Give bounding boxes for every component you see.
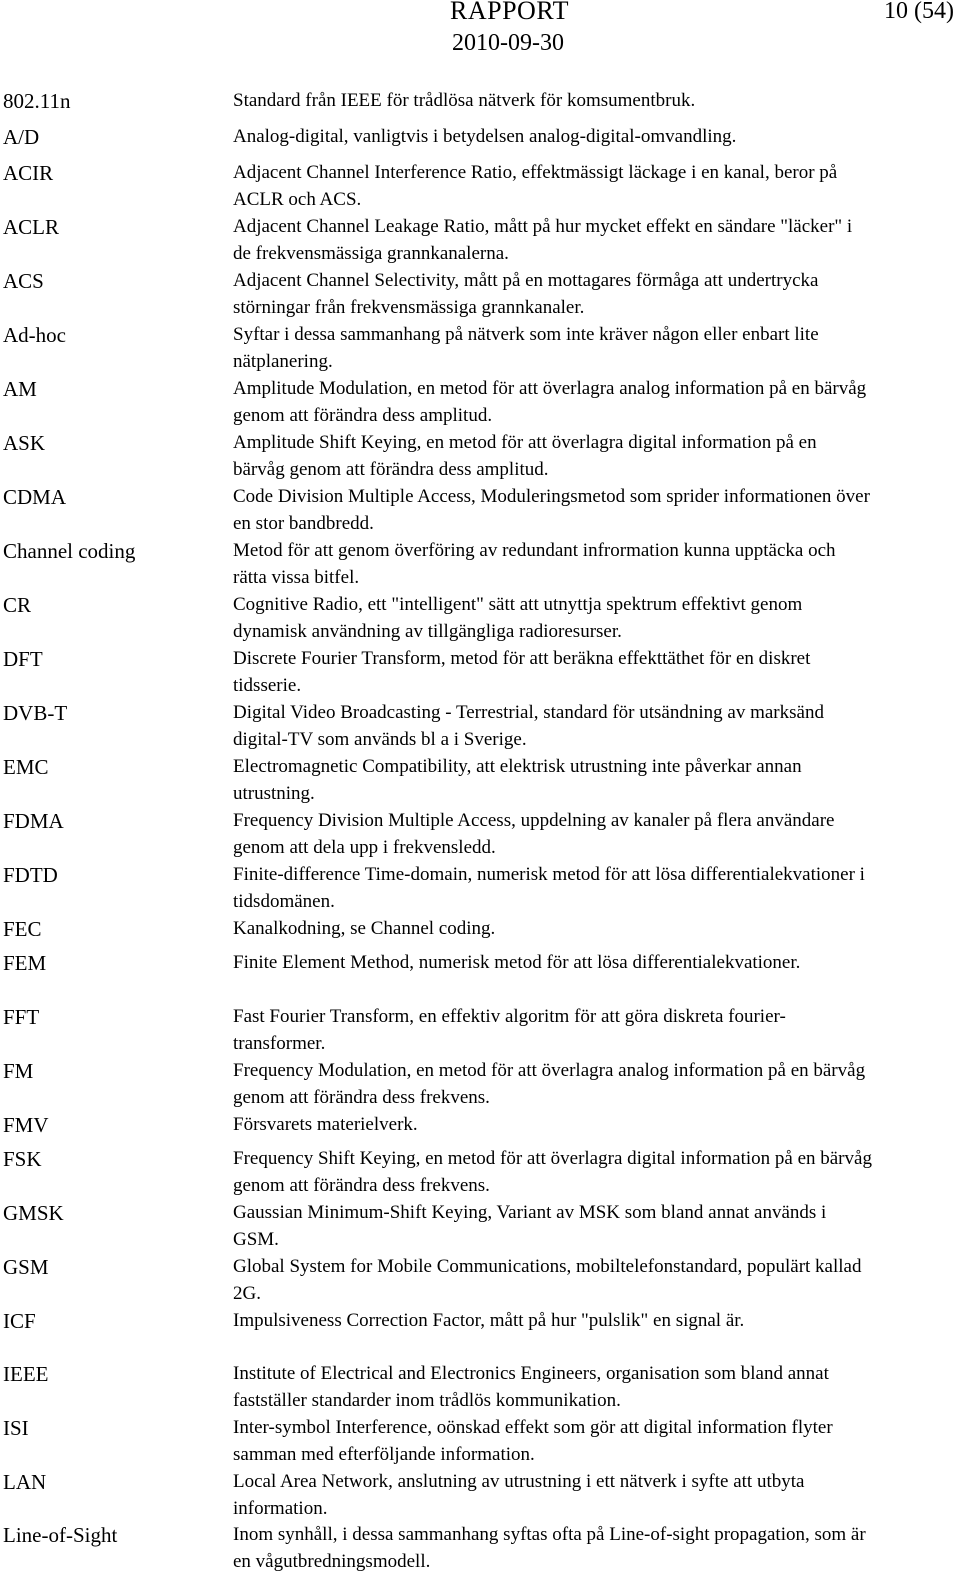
glossary-definition: Frequency Shift Keying, en metod för att överlagra digital information på en bärvåg genom att förändra dess frekvens. bbox=[233, 1148, 872, 1196]
glossary-term: FFT bbox=[3, 1005, 40, 1029]
glossary-term: DVB-T bbox=[3, 701, 68, 725]
glossary-definition: Impulsiveness Correction Factor, mått på hur "pulslik" en signal är. bbox=[233, 1310, 745, 1331]
glossary-term: FM bbox=[3, 1059, 34, 1083]
report-title: RAPPORT bbox=[450, 0, 569, 25]
glossary-term: FSK bbox=[3, 1147, 42, 1171]
glossary-definition: Adjacent Channel Selectivity, mått på en mottagares förmåga att undertrycka störningar från frekvensmässiga grannkanaler. bbox=[233, 270, 819, 318]
glossary-term: DFT bbox=[3, 647, 43, 671]
glossary-definition: Code Division Multiple Access, Moduleringsmetod som sprider informationen över en stor bandbredd. bbox=[233, 486, 870, 534]
glossary-term: LAN bbox=[3, 1470, 47, 1494]
glossary-term: GSM bbox=[3, 1255, 49, 1279]
glossary-definition: Kanalkodning, se Channel coding. bbox=[233, 918, 496, 939]
glossary-term: AM bbox=[3, 377, 37, 401]
glossary-definition: Digital Video Broadcasting - Terrestrial, standard för utsändning av marksänd digital-TV som används bl a i Sverige. bbox=[233, 702, 824, 750]
glossary-term: FEC bbox=[3, 917, 42, 941]
glossary-term: ACLR bbox=[3, 215, 60, 239]
glossary-term: FEM bbox=[3, 951, 47, 975]
glossary-definition: Institute of Electrical and Electronics Engineers, organisation som bland annat fastställer standarder inom trådlös kommunikation. bbox=[233, 1363, 829, 1411]
glossary-definition: Finite-difference Time-domain, numerisk metod för att lösa differentialekvationer i tidsdomänen. bbox=[233, 864, 865, 912]
glossary-definition: Cognitive Radio, ett "intelligent" sätt att utnyttja spektrum effektivt genom dynamisk användning av tillgängliga radioresurser. bbox=[233, 594, 803, 642]
glossary-term: ICF bbox=[3, 1309, 36, 1333]
glossary-term: ISI bbox=[3, 1416, 29, 1440]
page-header bbox=[0, 0, 960, 60]
glossary-definition: Fast Fourier Transform, en effektiv algoritm för att göra diskreta fourier-transformer. bbox=[233, 1006, 786, 1054]
glossary-definition: Gaussian Minimum-Shift Keying, Variant av MSK som bland annat används i GSM. bbox=[233, 1202, 827, 1250]
glossary-term: EMC bbox=[3, 755, 49, 779]
glossary-term: Channel coding bbox=[3, 539, 136, 563]
report-date: 2010-09-30 bbox=[452, 30, 564, 56]
glossary-definition: Discrete Fourier Transform, metod för att beräkna effekttäthet för en diskret tidsserie. bbox=[233, 648, 811, 696]
glossary-term: CR bbox=[3, 593, 32, 617]
glossary-definition: Finite Element Method, numerisk metod för att lösa differentialekvationer. bbox=[233, 952, 801, 973]
glossary-definition: Electromagnetic Compatibility, att elektrisk utrustning inte påverkar annan utrustning. bbox=[233, 756, 802, 804]
glossary-term: IEEE bbox=[3, 1362, 49, 1386]
glossary-definition: Metod för att genom överföring av redundant infrormation kunna upptäcka och rätta vissa bitfel. bbox=[233, 540, 836, 588]
glossary-term: FMV bbox=[3, 1113, 49, 1137]
glossary-term: ASK bbox=[3, 431, 46, 455]
glossary-definition: Adjacent Channel Leakage Ratio, mått på hur mycket effekt en sändare "läcker" i de frekvensmässiga grannkanalerna. bbox=[233, 216, 853, 264]
glossary-term: A/D bbox=[3, 125, 40, 149]
page-number: 10 (54) bbox=[884, 0, 954, 24]
glossary-definition: Inom synhåll, i dessa sammanhang syftas ofta på Line-of-sight propagation, som är en vågutbredningsmodell. bbox=[233, 1524, 866, 1572]
glossary-definition: Local Area Network, anslutning av utrustning i ett nätverk i syfte att utbyta information. bbox=[233, 1471, 805, 1519]
glossary-definition: Försvarets materielverk. bbox=[233, 1114, 418, 1135]
glossary-term: CDMA bbox=[3, 485, 67, 509]
glossary-definition: Adjacent Channel Interference Ratio, effektmässigt läckage i en kanal, beror på ACLR och ACS. bbox=[233, 162, 838, 210]
glossary-definition: Global System for Mobile Communications, mobiltelefonstandard, populärt kallad 2G. bbox=[233, 1256, 862, 1304]
glossary-definition: Inter-symbol Interference, oönskad effekt som gör att digital information flyter samman med efterföljande information. bbox=[233, 1417, 833, 1465]
glossary-term: Line-of-Sight bbox=[3, 1523, 118, 1547]
glossary-term: ACIR bbox=[3, 161, 54, 185]
glossary-definition: Amplitude Shift Keying, en metod för att överlagra digital information på en bärvåg genom att förändra dess amplitud. bbox=[233, 432, 817, 480]
glossary-term: GMSK bbox=[3, 1201, 64, 1225]
glossary-definition: Amplitude Modulation, en metod för att överlagra analog information på en bärvåg genom att förändra dess amplitud. bbox=[233, 378, 867, 426]
glossary-definition: Frequency Division Multiple Access, uppdelning av kanaler på flera användare genom att dela upp i frekvensledd. bbox=[233, 810, 835, 858]
glossary-term: Ad-hoc bbox=[3, 323, 66, 347]
glossary-term: FDTD bbox=[3, 863, 58, 887]
glossary-definition: Analog-digital, vanligtvis i betydelsen analog-digital-omvandling. bbox=[233, 126, 737, 147]
glossary-term: FDMA bbox=[3, 809, 64, 833]
glossary-definition: Standard från IEEE för trådlösa nätverk för komsumentbruk. bbox=[233, 90, 696, 111]
glossary-definition: Syftar i dessa sammanhang på nätverk som inte kräver någon eller enbart lite nätplanering. bbox=[233, 324, 819, 372]
glossary-term: 802.11n bbox=[3, 89, 71, 113]
glossary-term: ACS bbox=[3, 269, 44, 293]
glossary-definition: Frequency Modulation, en metod för att överlagra analog information på en bärvåg genom att förändra dess frekvens. bbox=[233, 1060, 866, 1108]
